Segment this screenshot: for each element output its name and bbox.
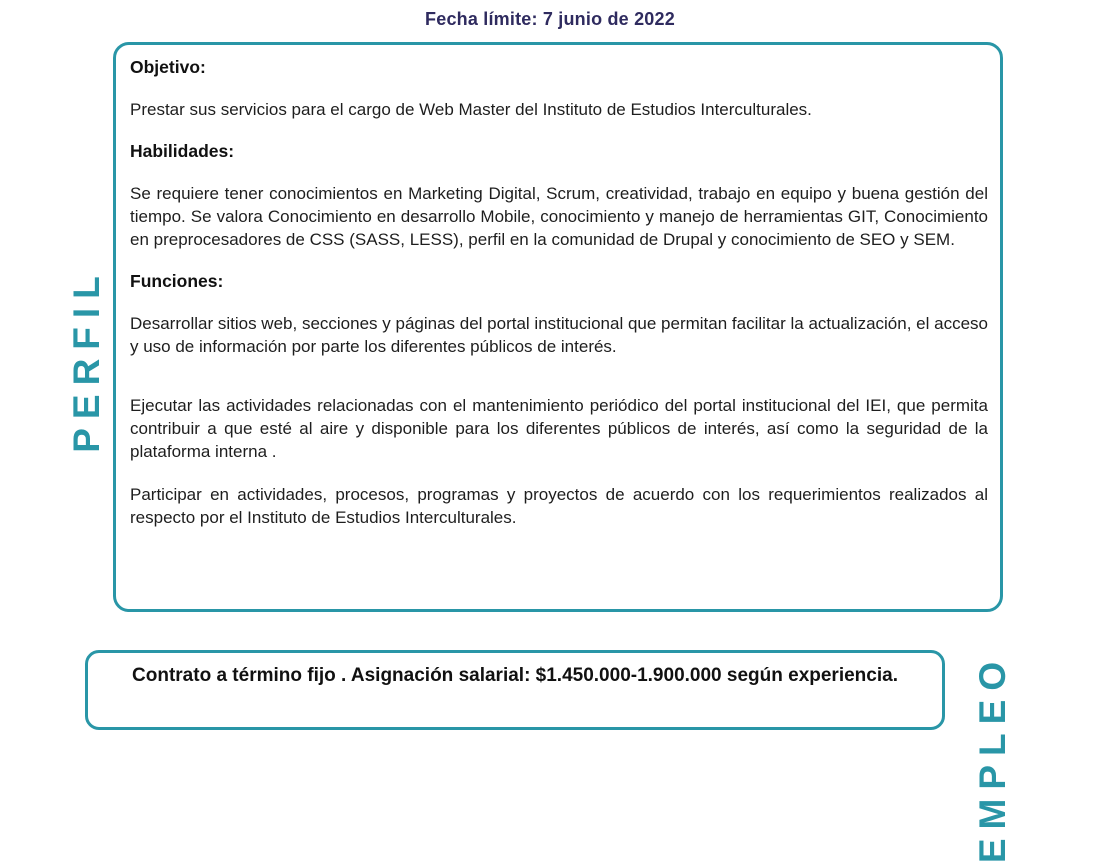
objetivo-heading: Objetivo: xyxy=(130,57,206,77)
habilidades-text: Se requiere tener conocimientos en Marketing Digital, Scrum, creatividad, trabajo en equipo y buena gestión del tiempo. Se valora Conocimiento en desarrollo Mobile, conocimiento y manejo de herramientas GIT, Conocimiento en preprocesadores de CSS (SASS, LESS), perfil en la comunidad de Drupal y conocimiento de SEO y SEM. xyxy=(130,184,988,249)
habilidades-heading: Habilidades: xyxy=(130,141,235,161)
funciones-text-1: Desarrollar sitios web, secciones y páginas del portal institucional que permitan facilitar la actualización, el acceso y uso de información por parte los diferentes públicos de interés. xyxy=(130,314,988,356)
funciones-text-2: Ejecutar las actividades relacionadas con el mantenimiento periódico del portal institucional del IEI, que permita contribuir a que esté al aire y disponible para los diferentes públicos de interés, así como la seguridad de la plataforma interna . xyxy=(130,396,988,461)
perfil-box xyxy=(113,42,1003,612)
contract-text: Contrato a término fijo . Asignación salarial: $1.450.000-1.900.000 según experiencia. xyxy=(132,665,898,686)
empleo-section-label: EMPLEO xyxy=(972,652,1013,864)
funciones-heading: Funciones: xyxy=(130,271,224,291)
deadline-text: Fecha límite: 7 junio de 2022 xyxy=(425,9,675,29)
perfil-section-label: PERFIL xyxy=(66,267,107,453)
objetivo-text: Prestar sus servicios para el cargo de Web Master del Instituto de Estudios Interculturales. xyxy=(130,100,812,119)
funciones-text-3: Participar en actividades, procesos, programas y proyectos de acuerdo con los requerimientos realizados al respecto por el Instituto de Estudios Interculturales. xyxy=(130,485,988,527)
contract-box xyxy=(85,650,945,730)
